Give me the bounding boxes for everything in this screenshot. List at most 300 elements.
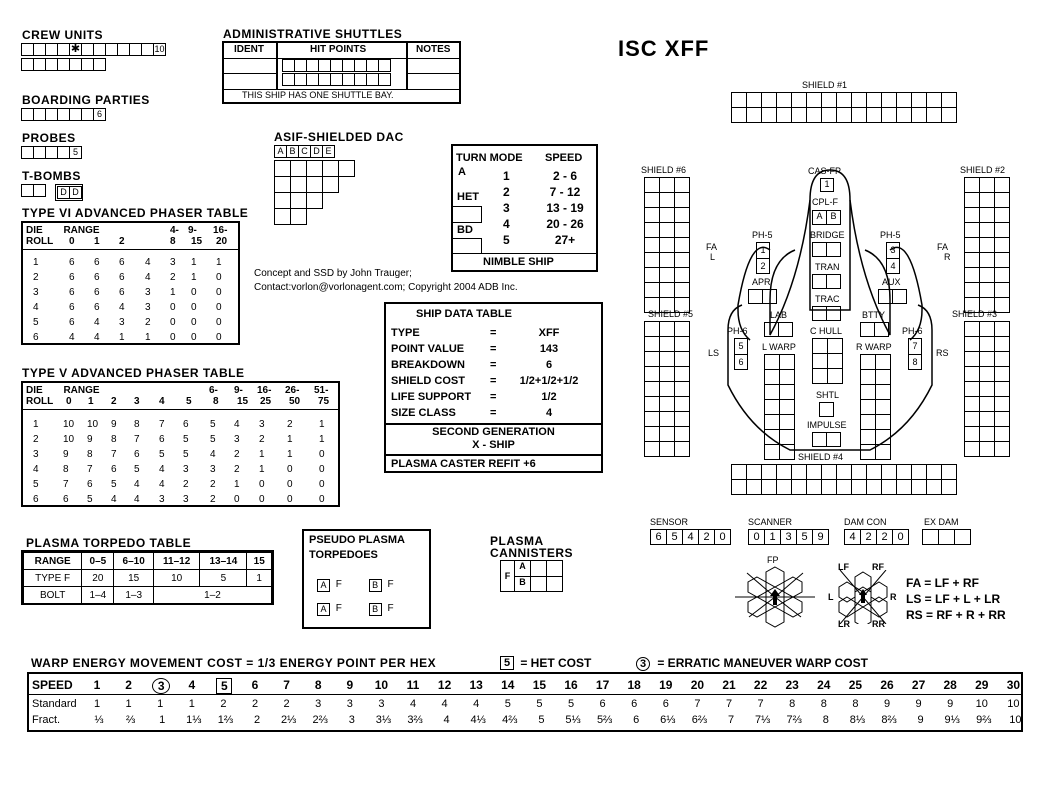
warp-fract-cell: 3⅓	[375, 714, 392, 726]
phaser6-cell: 2	[33, 272, 39, 283]
shield-box[interactable]	[994, 321, 1010, 337]
shield-box[interactable]	[806, 479, 822, 495]
sensor-track	[650, 529, 730, 545]
shield-box[interactable]	[746, 464, 762, 480]
system-box[interactable]	[812, 353, 828, 369]
phaser5-cell: 0	[319, 464, 325, 475]
shield-box[interactable]	[994, 192, 1010, 208]
shield-box[interactable]	[979, 366, 995, 382]
warp-speed-cell: 27	[911, 678, 926, 692]
shield-box[interactable]	[659, 282, 675, 298]
turn-bd: BD	[457, 224, 473, 236]
generation-line-1: SECOND GENERATION	[432, 426, 555, 438]
shield-box[interactable]	[994, 381, 1010, 397]
shield-box[interactable]	[994, 222, 1010, 238]
crew-units-track-2	[21, 58, 105, 71]
warp-speed-cell: 26	[880, 678, 894, 692]
phaser6-cell: 6	[94, 272, 100, 283]
shield-box[interactable]	[674, 177, 690, 193]
track-box[interactable]: 5	[666, 529, 683, 545]
shield-box[interactable]	[659, 411, 675, 427]
shield-box[interactable]	[866, 107, 882, 123]
shield-box[interactable]	[746, 107, 762, 123]
shield-box[interactable]	[821, 107, 837, 123]
shield-box[interactable]	[674, 192, 690, 208]
shield-box[interactable]	[731, 92, 747, 108]
shield-box[interactable]	[911, 464, 927, 480]
shield-box[interactable]	[806, 107, 822, 123]
shield-box[interactable]	[964, 252, 980, 268]
shield-box[interactable]	[776, 464, 792, 480]
shield-box[interactable]	[659, 267, 675, 283]
shield-box[interactable]	[964, 222, 980, 238]
shield-box[interactable]	[926, 92, 942, 108]
system-box[interactable]	[779, 369, 795, 385]
phaser5-cell: 4	[33, 464, 39, 475]
arc-eq-ls: LS = LF + L + LR	[906, 592, 1001, 606]
shield-box[interactable]	[674, 237, 690, 253]
shield-box[interactable]	[851, 92, 867, 108]
shield-box[interactable]	[659, 396, 675, 412]
shield-box[interactable]	[644, 441, 660, 457]
pseudo-a-1[interactable]: A	[317, 579, 330, 592]
shield-box[interactable]	[911, 479, 927, 495]
pseudo-b-2[interactable]: B	[369, 603, 382, 616]
turn-mode-table	[451, 144, 598, 272]
shield-box[interactable]	[994, 177, 1010, 193]
system-box[interactable]	[764, 399, 780, 415]
shield-box[interactable]	[761, 92, 777, 108]
system-box[interactable]	[860, 444, 876, 460]
shield-box[interactable]	[866, 92, 882, 108]
shield-box[interactable]	[674, 207, 690, 223]
system-box[interactable]	[860, 384, 876, 400]
sd-breakdown-key: BREAKDOWN	[391, 359, 465, 371]
shield-box[interactable]	[791, 464, 807, 480]
shield-box[interactable]	[674, 441, 690, 457]
system-box[interactable]	[860, 414, 876, 430]
phaser5-cell: 7	[159, 419, 165, 430]
shield-box[interactable]	[644, 411, 660, 427]
shield-box[interactable]	[644, 222, 660, 238]
shield-box[interactable]	[979, 426, 995, 442]
shield-box[interactable]	[644, 321, 660, 337]
track-box[interactable]: 2	[876, 529, 893, 545]
phaser6-cell: 4	[94, 317, 100, 328]
torpedo-label: PLASMA TORPEDO TABLE	[26, 536, 192, 550]
shield-box[interactable]	[964, 351, 980, 367]
shield-box[interactable]	[674, 351, 690, 367]
track-box[interactable]: 5	[796, 529, 813, 545]
shield-box[interactable]	[644, 207, 660, 223]
arc-label-diagram: LF RF L R LR RR	[828, 562, 897, 629]
shield-box[interactable]	[761, 107, 777, 123]
shield-box[interactable]	[994, 237, 1010, 253]
shield-box[interactable]	[659, 192, 675, 208]
shield-box[interactable]	[911, 92, 927, 108]
system-box[interactable]	[827, 353, 843, 369]
dummy-tbomb-2[interactable]: D	[69, 186, 82, 199]
shield-box[interactable]	[994, 441, 1010, 457]
system-box[interactable]	[827, 338, 843, 354]
shield-box[interactable]	[659, 321, 675, 337]
shield-box[interactable]	[964, 441, 980, 457]
phaser6-cell: 1	[191, 257, 197, 268]
shield-box[interactable]	[791, 107, 807, 123]
shield-box[interactable]	[964, 267, 980, 283]
shield-box[interactable]	[836, 479, 852, 495]
phaser5-cell: 3	[183, 464, 189, 475]
shield-box[interactable]	[761, 479, 777, 495]
warp-speed-cell: 19	[659, 678, 673, 692]
warp-standard-cell: 4	[441, 698, 448, 710]
shield-box[interactable]	[644, 252, 660, 268]
system-box[interactable]	[875, 399, 891, 415]
shield-box[interactable]	[994, 282, 1010, 298]
shield-box[interactable]	[836, 92, 852, 108]
shield-box[interactable]	[836, 464, 852, 480]
sd-life-key: LIFE SUPPORT	[391, 391, 472, 403]
system-box[interactable]	[812, 368, 828, 384]
shield-box[interactable]	[674, 222, 690, 238]
warp-standard-cell: 8	[820, 698, 827, 710]
system-box[interactable]	[764, 414, 780, 430]
phaser6-label: TYPE VI ADVANCED PHASER TABLE	[22, 206, 249, 220]
phaser6-cell: 4	[33, 302, 39, 313]
system-box[interactable]	[764, 384, 780, 400]
shield-box[interactable]	[674, 267, 690, 283]
warp-standard-cell: 2	[220, 698, 227, 710]
shield-box[interactable]	[881, 479, 897, 495]
system-box[interactable]	[875, 414, 891, 430]
shield-box[interactable]	[674, 411, 690, 427]
phaser5-cell: 9	[111, 419, 117, 430]
shield-box[interactable]	[851, 107, 867, 123]
het-legend: 5 = HET COST	[500, 656, 591, 670]
shield-box[interactable]	[644, 192, 660, 208]
phaser5-head: 1	[88, 396, 94, 407]
impulse-label: IMPULSE	[807, 420, 847, 430]
shield-box[interactable]	[674, 381, 690, 397]
exdam-track	[922, 529, 970, 545]
track-box[interactable]: 4	[682, 529, 699, 545]
phaser6-cell: 6	[119, 257, 125, 268]
shield-box[interactable]	[994, 207, 1010, 223]
system-box[interactable]	[875, 444, 891, 460]
system-box[interactable]	[764, 444, 780, 460]
ph6-left-label: PH-6	[727, 326, 748, 336]
shield-box[interactable]	[926, 464, 942, 480]
shield-box[interactable]	[851, 464, 867, 480]
shield-box[interactable]	[979, 441, 995, 457]
warp-standard-cell: 5	[536, 698, 543, 710]
system-box[interactable]	[779, 444, 795, 460]
shield-box[interactable]	[964, 426, 980, 442]
track-box[interactable]: 3	[780, 529, 797, 545]
shield-box[interactable]	[674, 336, 690, 352]
phaser5-cell: 1	[287, 449, 293, 460]
system-box[interactable]	[860, 399, 876, 415]
shield-box[interactable]	[979, 207, 995, 223]
arc-eq-rs: RS = RF + R + RR	[906, 608, 1006, 622]
shield-box[interactable]	[761, 464, 777, 480]
shield-box[interactable]	[941, 479, 957, 495]
shield-box[interactable]	[896, 92, 912, 108]
system-box[interactable]	[779, 384, 795, 400]
track-box[interactable]: 2	[698, 529, 715, 545]
warp-speed-cell: 3	[152, 678, 170, 694]
shield-box[interactable]	[644, 177, 660, 193]
phaser5-cell: 3	[210, 464, 216, 475]
phaser5-head: ROLL	[26, 396, 54, 407]
shield-box[interactable]	[994, 426, 1010, 442]
cas-fp-label: CAS-FP	[808, 166, 842, 176]
phaser6-cell: 3	[170, 257, 176, 268]
sd-shield-val: 1/2+1/2+1/2	[519, 375, 579, 387]
warp-fract-cell: 3⅔	[407, 714, 423, 726]
credits-line-1: Concept and SSD by John Trauger;	[254, 268, 412, 279]
pseudo-label-1: PSEUDO PLASMA	[309, 534, 405, 546]
warp-standard-cell: 6	[631, 698, 638, 710]
sd-type-val: XFF	[538, 327, 560, 339]
system-box[interactable]	[779, 399, 795, 415]
track-box[interactable]: 0	[748, 529, 765, 545]
shuttles-table	[222, 41, 461, 104]
phaser6-cell: 1	[191, 272, 197, 283]
system-box[interactable]	[860, 354, 876, 370]
shield-box[interactable]	[979, 381, 995, 397]
phaser5-cell: 1	[33, 419, 39, 430]
shield-box[interactable]	[659, 336, 675, 352]
shield-box[interactable]	[644, 336, 660, 352]
crew-count: 10	[154, 44, 165, 54]
shield-box[interactable]	[674, 321, 690, 337]
shield-box[interactable]	[979, 411, 995, 427]
shield-box[interactable]	[979, 192, 995, 208]
shield-box[interactable]	[979, 177, 995, 193]
shield-box[interactable]	[776, 92, 792, 108]
shield-box[interactable]	[964, 177, 980, 193]
phaser6-cell: 1	[170, 287, 176, 298]
shield-box[interactable]	[659, 426, 675, 442]
sensor-label: SENSOR	[650, 517, 689, 527]
shield-box[interactable]	[979, 237, 995, 253]
shield-box[interactable]	[821, 464, 837, 480]
system-box[interactable]	[764, 354, 780, 370]
phaser5-cell: 1	[319, 434, 325, 445]
phaser5-cell: 2	[183, 479, 189, 490]
shield-box[interactable]	[644, 351, 660, 367]
track-box[interactable]: 0	[714, 529, 731, 545]
phaser5-cell: 8	[111, 434, 117, 445]
shield-box[interactable]	[731, 479, 747, 495]
shield-box[interactable]	[674, 396, 690, 412]
shield-box[interactable]	[896, 464, 912, 480]
phaser5-cell: 1	[259, 449, 265, 460]
system-box[interactable]	[875, 429, 891, 445]
shield-box[interactable]	[806, 92, 822, 108]
shield-box[interactable]	[674, 252, 690, 268]
shield-box[interactable]	[994, 267, 1010, 283]
track-box[interactable]: 1	[764, 529, 781, 545]
shield-box[interactable]	[659, 366, 675, 382]
shield-box[interactable]	[994, 396, 1010, 412]
system-box[interactable]	[812, 338, 828, 354]
system-box[interactable]	[827, 368, 843, 384]
shield-box[interactable]	[979, 282, 995, 298]
system-box[interactable]	[875, 354, 891, 370]
track-box[interactable]: 9	[812, 529, 829, 545]
shield-box[interactable]	[979, 351, 995, 367]
shield-box[interactable]	[941, 464, 957, 480]
system-box[interactable]	[779, 414, 795, 430]
warp-speed-cell: 11	[406, 678, 420, 692]
shield-box[interactable]	[866, 479, 882, 495]
phaser6-cell: 6	[94, 287, 100, 298]
shield-box[interactable]	[806, 464, 822, 480]
shield-box[interactable]	[644, 282, 660, 298]
shield-box[interactable]	[979, 222, 995, 238]
warp-standard-cell: 5	[567, 698, 575, 710]
phaser5-head: 3	[134, 396, 140, 407]
warp-standard-cell: 8	[789, 698, 796, 710]
shield-box[interactable]	[644, 396, 660, 412]
phaser6-cell: 6	[119, 272, 125, 283]
dummy-tbomb-1[interactable]: D	[57, 186, 70, 199]
shield-box[interactable]	[881, 107, 897, 123]
shield-box[interactable]	[926, 479, 942, 495]
shield-box[interactable]	[881, 92, 897, 108]
shield-box[interactable]	[994, 366, 1010, 382]
shield-box[interactable]	[994, 351, 1010, 367]
phaser5-cell: 9	[63, 449, 69, 460]
shield-box[interactable]	[659, 237, 675, 253]
shield-box[interactable]	[644, 426, 660, 442]
system-box[interactable]	[875, 369, 891, 385]
system-box[interactable]	[875, 384, 891, 400]
warp-standard-cell: 7	[694, 698, 701, 710]
shield-box[interactable]	[964, 381, 980, 397]
shield-box[interactable]	[964, 411, 980, 427]
tbombs-track	[21, 184, 83, 201]
shield-box[interactable]	[896, 107, 912, 123]
track-box[interactable]: 4	[844, 529, 861, 545]
shield-box[interactable]	[994, 336, 1010, 352]
shield-box[interactable]	[994, 252, 1010, 268]
shield-box[interactable]	[964, 396, 980, 412]
track-box[interactable]: 6	[650, 529, 667, 545]
arc-eq-fa: FA = LF + RF	[906, 576, 979, 590]
phaser5-head: 25	[260, 396, 272, 407]
turn-het: HET	[457, 191, 479, 203]
shield-box[interactable]	[994, 411, 1010, 427]
shield-box[interactable]	[964, 366, 980, 382]
shield-box[interactable]	[964, 321, 980, 337]
turn-mode-header: TURN MODE	[456, 152, 523, 164]
shield-box[interactable]	[896, 479, 912, 495]
shield-box[interactable]	[776, 479, 792, 495]
pseudo-b-1[interactable]: B	[369, 579, 382, 592]
system-box[interactable]	[860, 369, 876, 385]
shield-box[interactable]	[746, 92, 762, 108]
shield-box[interactable]	[964, 237, 980, 253]
shield-box[interactable]	[979, 396, 995, 412]
shield-4-label: SHIELD #4	[798, 452, 844, 462]
phaser5-cell: 4	[134, 494, 140, 505]
shield-box[interactable]	[821, 479, 837, 495]
shield-box[interactable]	[674, 366, 690, 382]
shield-box[interactable]	[979, 321, 995, 337]
shield-box[interactable]	[659, 381, 675, 397]
shield-box[interactable]	[731, 107, 747, 123]
crew-mark: ✱	[70, 43, 81, 55]
warp-standard-cell: 7	[757, 698, 764, 710]
system-box[interactable]	[764, 429, 780, 445]
shield-box[interactable]	[881, 464, 897, 480]
phaser5-cell: 0	[319, 494, 325, 505]
phaser5-cell: 6	[63, 494, 69, 505]
shield-box[interactable]	[979, 267, 995, 283]
warp-fract-cell: 10	[1009, 714, 1022, 726]
shield-box[interactable]	[644, 366, 660, 382]
shield-box[interactable]	[979, 336, 995, 352]
shield-box[interactable]	[644, 267, 660, 283]
pseudo-a-2[interactable]: A	[317, 603, 330, 616]
shield-box[interactable]	[674, 426, 690, 442]
sd-size-val: 4	[545, 407, 553, 419]
shield-box[interactable]	[941, 107, 957, 123]
shield-box[interactable]	[964, 336, 980, 352]
shield-box[interactable]	[776, 107, 792, 123]
shield-box[interactable]	[964, 192, 980, 208]
shield-box[interactable]	[926, 107, 942, 123]
shield-box[interactable]	[911, 107, 927, 123]
shield-box[interactable]	[851, 479, 867, 495]
shield-box[interactable]	[979, 252, 995, 268]
boarding-label: BOARDING PARTIES	[22, 93, 150, 107]
shield-box[interactable]	[821, 92, 837, 108]
track-box[interactable]: 0	[892, 529, 909, 545]
shield-box[interactable]	[791, 92, 807, 108]
shield-box[interactable]	[674, 282, 690, 298]
shield-box[interactable]	[659, 177, 675, 193]
shield-box[interactable]	[659, 252, 675, 268]
phaser5-head: 15	[237, 396, 249, 407]
shield-box[interactable]	[941, 92, 957, 108]
system-box[interactable]	[779, 429, 795, 445]
shield-box[interactable]	[964, 207, 980, 223]
shield-box[interactable]	[731, 464, 747, 480]
shield-box[interactable]	[791, 479, 807, 495]
shield-box[interactable]	[659, 351, 675, 367]
shield-box[interactable]	[746, 479, 762, 495]
shield-box[interactable]	[644, 381, 660, 397]
shield-box[interactable]	[659, 207, 675, 223]
system-box[interactable]	[779, 354, 795, 370]
shield-box[interactable]	[644, 237, 660, 253]
shield-box[interactable]	[659, 441, 675, 457]
track-box[interactable]: 2	[860, 529, 877, 545]
shield-box[interactable]	[659, 222, 675, 238]
system-box[interactable]	[860, 429, 876, 445]
shield-box[interactable]	[866, 464, 882, 480]
shield-box[interactable]	[964, 282, 980, 298]
shield-box[interactable]	[836, 107, 852, 123]
warp-speed-cell: 28	[943, 678, 957, 692]
cas-fp-box[interactable]: 1	[820, 178, 834, 192]
ph5-right-label: PH-5	[880, 230, 901, 240]
system-box[interactable]	[764, 369, 780, 385]
